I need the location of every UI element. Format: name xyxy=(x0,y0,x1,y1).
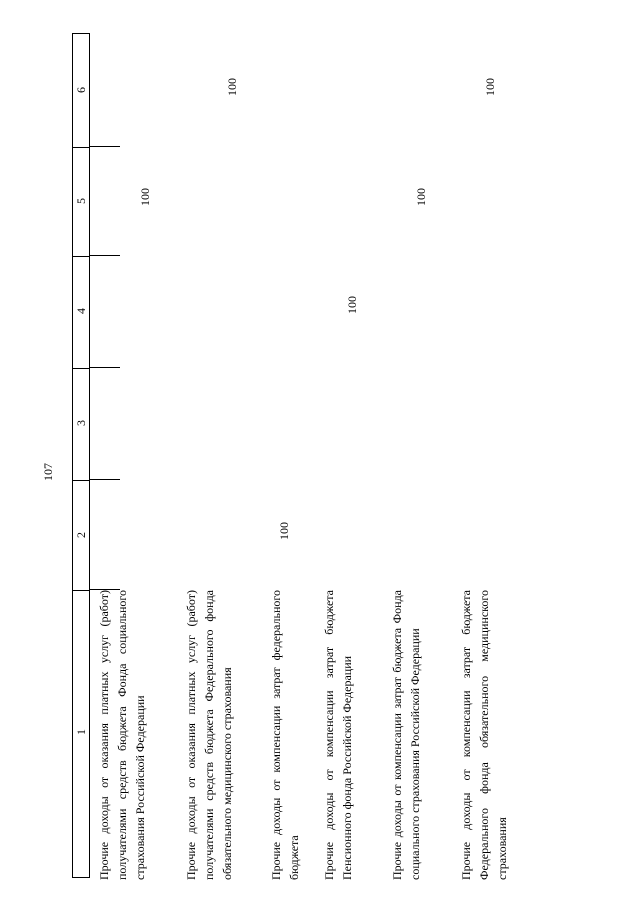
column-header-3: 3 xyxy=(74,420,88,426)
table-cell-value: 100 xyxy=(277,522,291,540)
table-row-label: Прочие доходы от оказания платных услуг (работ) получателями средств бюджета Федерального фонда обязательного медицинского страхования xyxy=(184,590,234,880)
header-divider xyxy=(73,368,89,369)
table-row-label: Прочие доходы от оказания платных услуг (работ) получателями средств бюджета Фонда социального страхования Российской Федерации xyxy=(97,590,147,880)
header-divider xyxy=(73,256,89,257)
table-header xyxy=(72,33,90,878)
column-header-4: 4 xyxy=(74,308,88,314)
table-row-label: Прочие доходы от компенсации затрат федерального бюджета xyxy=(269,590,301,880)
column-header-6: 6 xyxy=(74,87,88,93)
table-row-label: Прочие доходы от компенсации затрат бюджета Фонда социального страхования Российской Федерации xyxy=(390,590,422,880)
column-divider-line xyxy=(90,146,120,147)
column-divider-line xyxy=(90,479,120,480)
table-row-label: Прочие доходы от компенсации затрат бюджета Федерального фонда обязательного медицинского страхования xyxy=(459,590,509,880)
table-cell-value: 100 xyxy=(414,188,428,206)
page-number: 107 xyxy=(41,463,55,481)
column-header-5: 5 xyxy=(74,198,88,204)
table-cell-value: 100 xyxy=(138,188,152,206)
column-header-2: 2 xyxy=(74,532,88,538)
column-divider-line xyxy=(90,367,120,368)
header-divider xyxy=(73,480,89,481)
header-divider xyxy=(73,590,89,591)
column-divider-line xyxy=(90,255,120,256)
table-cell-value: 100 xyxy=(225,78,239,96)
header-divider xyxy=(73,147,89,148)
table-cell-value: 100 xyxy=(345,296,359,314)
table-row-label: Прочие доходы от компенсации затрат бюджета Пенсионного фонда Российской Федерации xyxy=(322,590,354,880)
table-cell-value: 100 xyxy=(483,78,497,96)
column-header-1: 1 xyxy=(74,729,88,735)
